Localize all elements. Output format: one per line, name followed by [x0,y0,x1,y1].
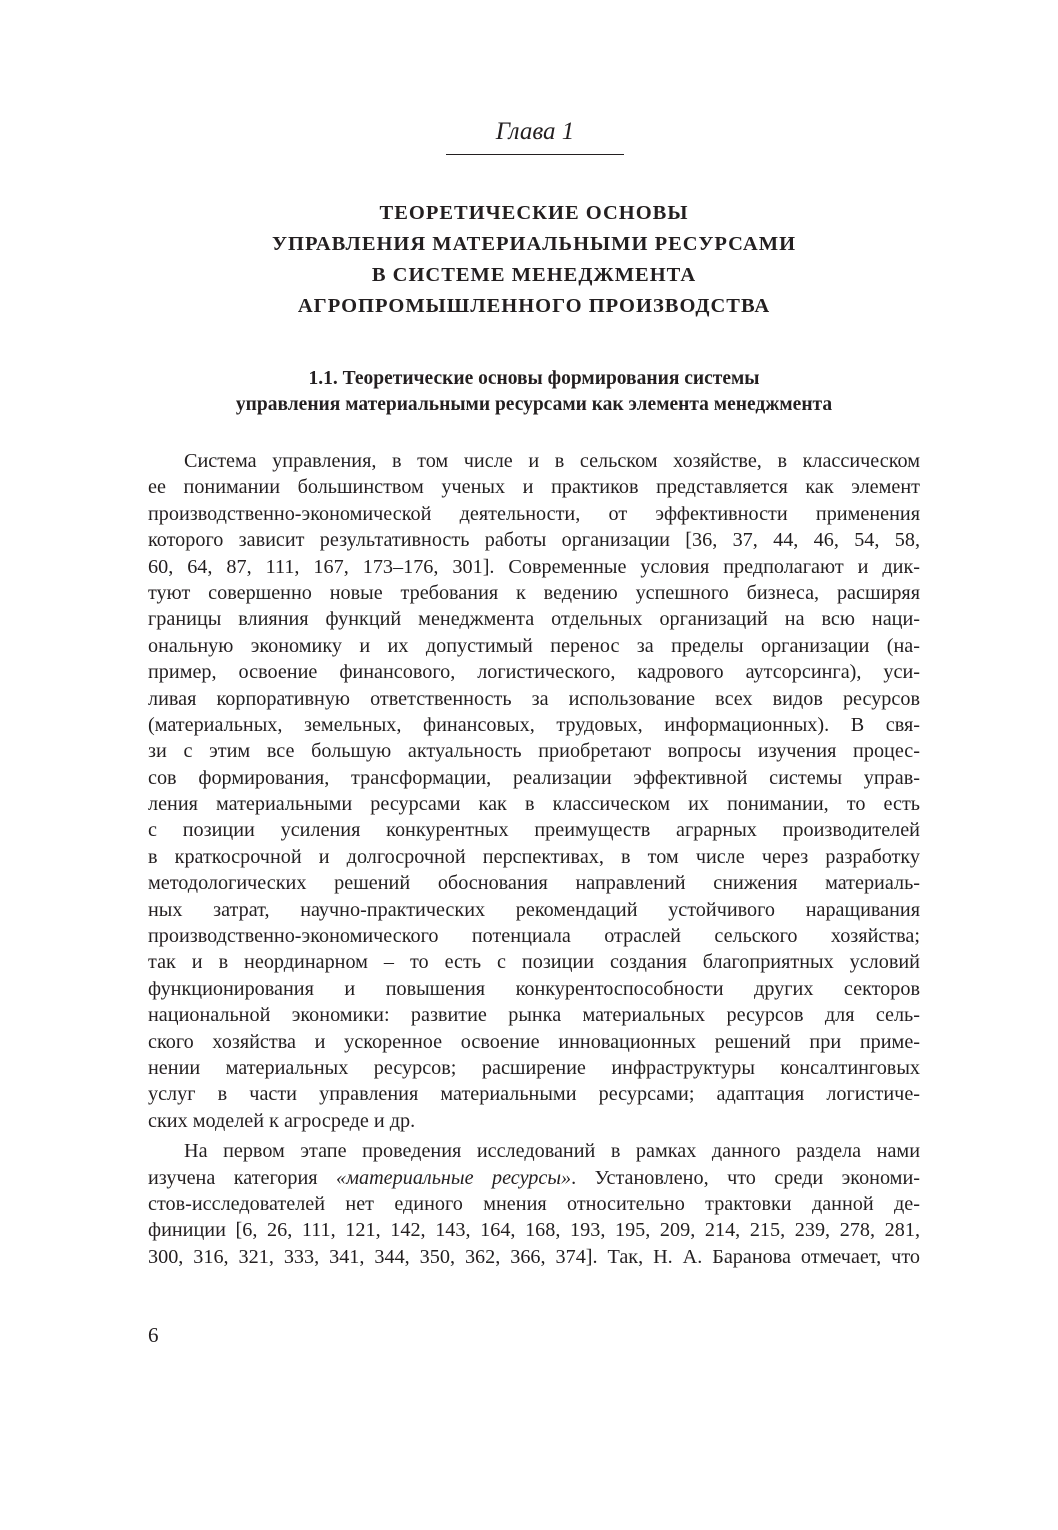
page-number: 6 [148,1323,159,1347]
paragraph-line: сов формирования, трансформации, реализации эффективной системы управ- [148,766,920,789]
chapter-title-line: УПРАВЛЕНИЯ МАТЕРИАЛЬНЫМИ РЕСУРСАМИ [271,233,797,255]
paragraph-line: пример, освоение финансового, логистического, кадрового аутсорсинга), уси- [148,661,920,684]
paragraph-line: На первом этапе проведения исследований в рамках данного раздела нами [184,1140,920,1163]
section-title-line: управления материальными ресурсами как элемента менеджмента [235,394,833,415]
paragraph-line: в краткосрочной и долгосрочной перспективах, в том числе через разработку [148,845,920,868]
paragraph-line: ских моделей к агросреде и др. [148,1109,416,1132]
paragraph-line: функционирования и повышения конкурентоспособности других секторов [148,977,920,1000]
section-title [148,366,920,418]
paragraph-line: границы влияния функций менеджмента отдельных организаций на всю наци- [148,608,920,631]
paragraph-line: методологических решений обоснования направлений снижения материаль- [148,872,920,895]
paragraph-line: ления материальными ресурсами как в классическом их понимании, то есть [148,793,920,816]
paragraph-line: ского хозяйства и ускоренное освоение инновационных решений при приме- [148,1030,920,1053]
chapter-label: Глава 1 [446,116,624,155]
paragraph-line: 60, 64, 87, 111, 167, 173–176, 301]. Современные условия предполагают и дик- [148,555,920,578]
paragraph-line: производственно-экономической деятельности, от эффективности применения [148,502,920,525]
paragraph-line: (материальных, земельных, финансовых, трудовых, информационных). В свя- [148,713,920,736]
text-run: . Установлено, что среди экономи- [571,1166,920,1189]
paragraph-line: которого зависит результативность работы организации [36, 37, 44, 46, 54, 58, [148,529,920,552]
italic-term: «материальные ресурсы» [336,1166,572,1189]
text-run: изучена категория [148,1166,337,1189]
paragraph-line: 300, 316, 321, 333, 341, 344, 350, 362, 366, 374]. Так, Н. А. Баранова отмечает, что [148,1245,920,1268]
chapter-title-line: АГРОПРОМЫШЛЕННОГО ПРОИЗВОДСТВА [297,295,771,317]
body-text [148,448,920,1270]
chapter-title [148,198,920,322]
paragraph-line: национальной экономики: развитие рынка материальных ресурсов для сель- [148,1004,920,1027]
chapter-title-line: ТЕОРЕТИЧЕСКИЕ ОСНОВЫ [379,202,689,224]
paragraph-line: стов-исследователей нет единого мнения относительно трактовки данной де- [148,1192,920,1215]
chapter-title-line: В СИСТЕМЕ МЕНЕДЖМЕНТА [371,264,697,286]
paragraph-line: финиции [6, 26, 111, 121, 142, 143, 164, 168, 193, 195, 209, 214, 215, 239, 278, 281, [148,1219,920,1242]
paragraph-line: производственно-экономического потенциала отраслей сельского хозяйства; [148,925,920,948]
paragraph-line: так и в неординарном – то есть с позиции создания благоприятных условий [148,951,920,974]
section-title-line: 1.1. Теоретические основы формирования системы [308,368,760,389]
paragraph-line: туют совершенно новые требования к ведению успешного бизнеса, расширяя [148,581,920,604]
paragraph-line: нении материальных ресурсов; расширение инфраструктуры консалтинговых [148,1056,920,1079]
paragraph-line: Система управления, в том числе и в сельском хозяйстве, в классическом [184,450,920,472]
paragraph-line: ее понимании большинством ученых и практиков представляется как элемент [148,476,920,499]
paragraph-line [148,1165,920,1191]
paragraph-line: с позиции усиления конкурентных преимуществ аграрных производителей [148,819,920,842]
paragraph-line: ливая корпоративную ответственность за использование всех видов ресурсов [148,687,920,710]
paragraph-line: ных затрат, научно-практических рекомендаций устойчивого наращивания [148,898,920,921]
paragraph-line: ональную экономику и их допустимый перенос за пределы организации (на- [148,634,920,657]
paragraph-line: зи с этим все большую актуальность приобретают вопросы изучения процес- [148,740,920,763]
paragraph-line: услуг в части управления материальными ресурсами; адаптация логистиче- [148,1083,920,1106]
